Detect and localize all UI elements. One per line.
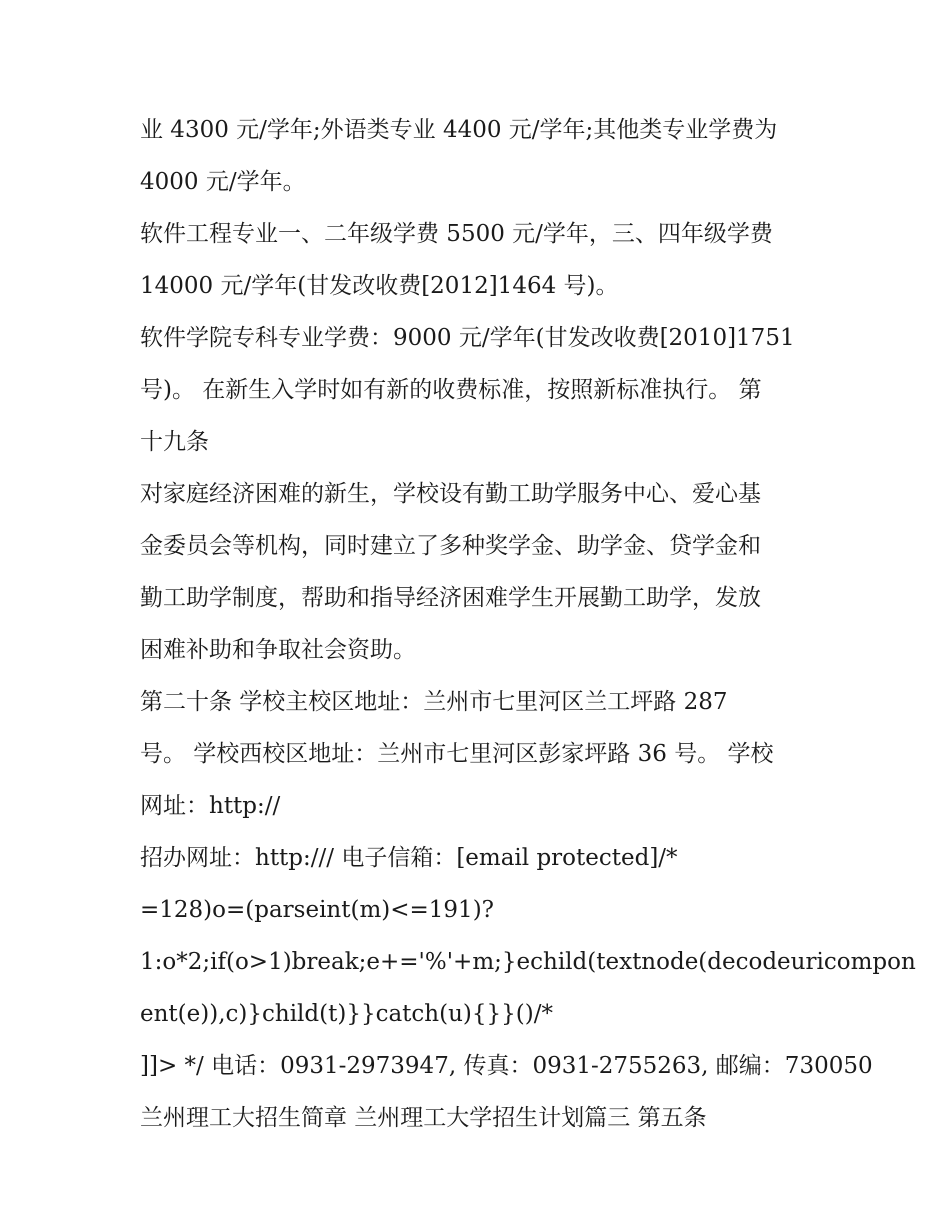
- text-line: ]]> */ 电话：0931-2973947, 传真：0931-2755263, 邮编：730050: [140, 1053, 873, 1079]
- text-line: 兰州理工大招生简章 兰州理工大学招生计划篇三 第五条: [140, 1105, 707, 1131]
- text-line: 软件学院专科专业学费：9000 元/学年(甘发改收费[2010]1751: [140, 325, 795, 351]
- text-line: 网址：http://: [140, 793, 281, 819]
- text-line: 软件工程专业一、二年级学费 5500 元/学年，三、四年级学费: [140, 221, 773, 247]
- text-line: 金委员会等机构，同时建立了多种奖学金、助学金、贷学金和: [140, 533, 761, 559]
- text-line: 号。 学校西校区地址：兰州市七里河区彭家坪路 36 号。 学校: [140, 741, 774, 767]
- text-line: 号)。 在新生入学时如有新的收费标准，按照新标准执行。 第: [140, 377, 762, 403]
- text-line: 对家庭经济困难的新生，学校设有勤工助学服务中心、爱心基: [140, 481, 761, 507]
- text-line: 1:o*2;if(o>1)break;e+='%'+m;}echild(textnode(decodeuricompon: [140, 949, 916, 975]
- text-line: =128)o=(parseint(m)<=191)?: [140, 897, 494, 923]
- text-line: 4000 元/学年。: [140, 169, 306, 195]
- text-line: 14000 元/学年(甘发改收费[2012]1464 号)。: [140, 273, 619, 299]
- text-line: 困难补助和争取社会资助。: [140, 637, 416, 663]
- text-line: 十九条: [140, 429, 209, 455]
- text-line: 业 4300 元/学年;外语类专业 4400 元/学年;其他类专业学费为: [140, 117, 778, 143]
- text-line: ent(e)),c)}child(t)}}catch(u){}}()/*: [140, 1001, 553, 1027]
- text-line: 第二十条 学校主校区地址：兰州市七里河区兰工坪路 287: [140, 689, 728, 715]
- text-line: 招办网址：http:/// 电子信箱：[email protected]/*: [140, 845, 678, 871]
- text-line: 勤工助学制度，帮助和指导经济困难学生开展勤工助学，发放: [140, 585, 761, 611]
- document-page: [140, 104, 916, 1144]
